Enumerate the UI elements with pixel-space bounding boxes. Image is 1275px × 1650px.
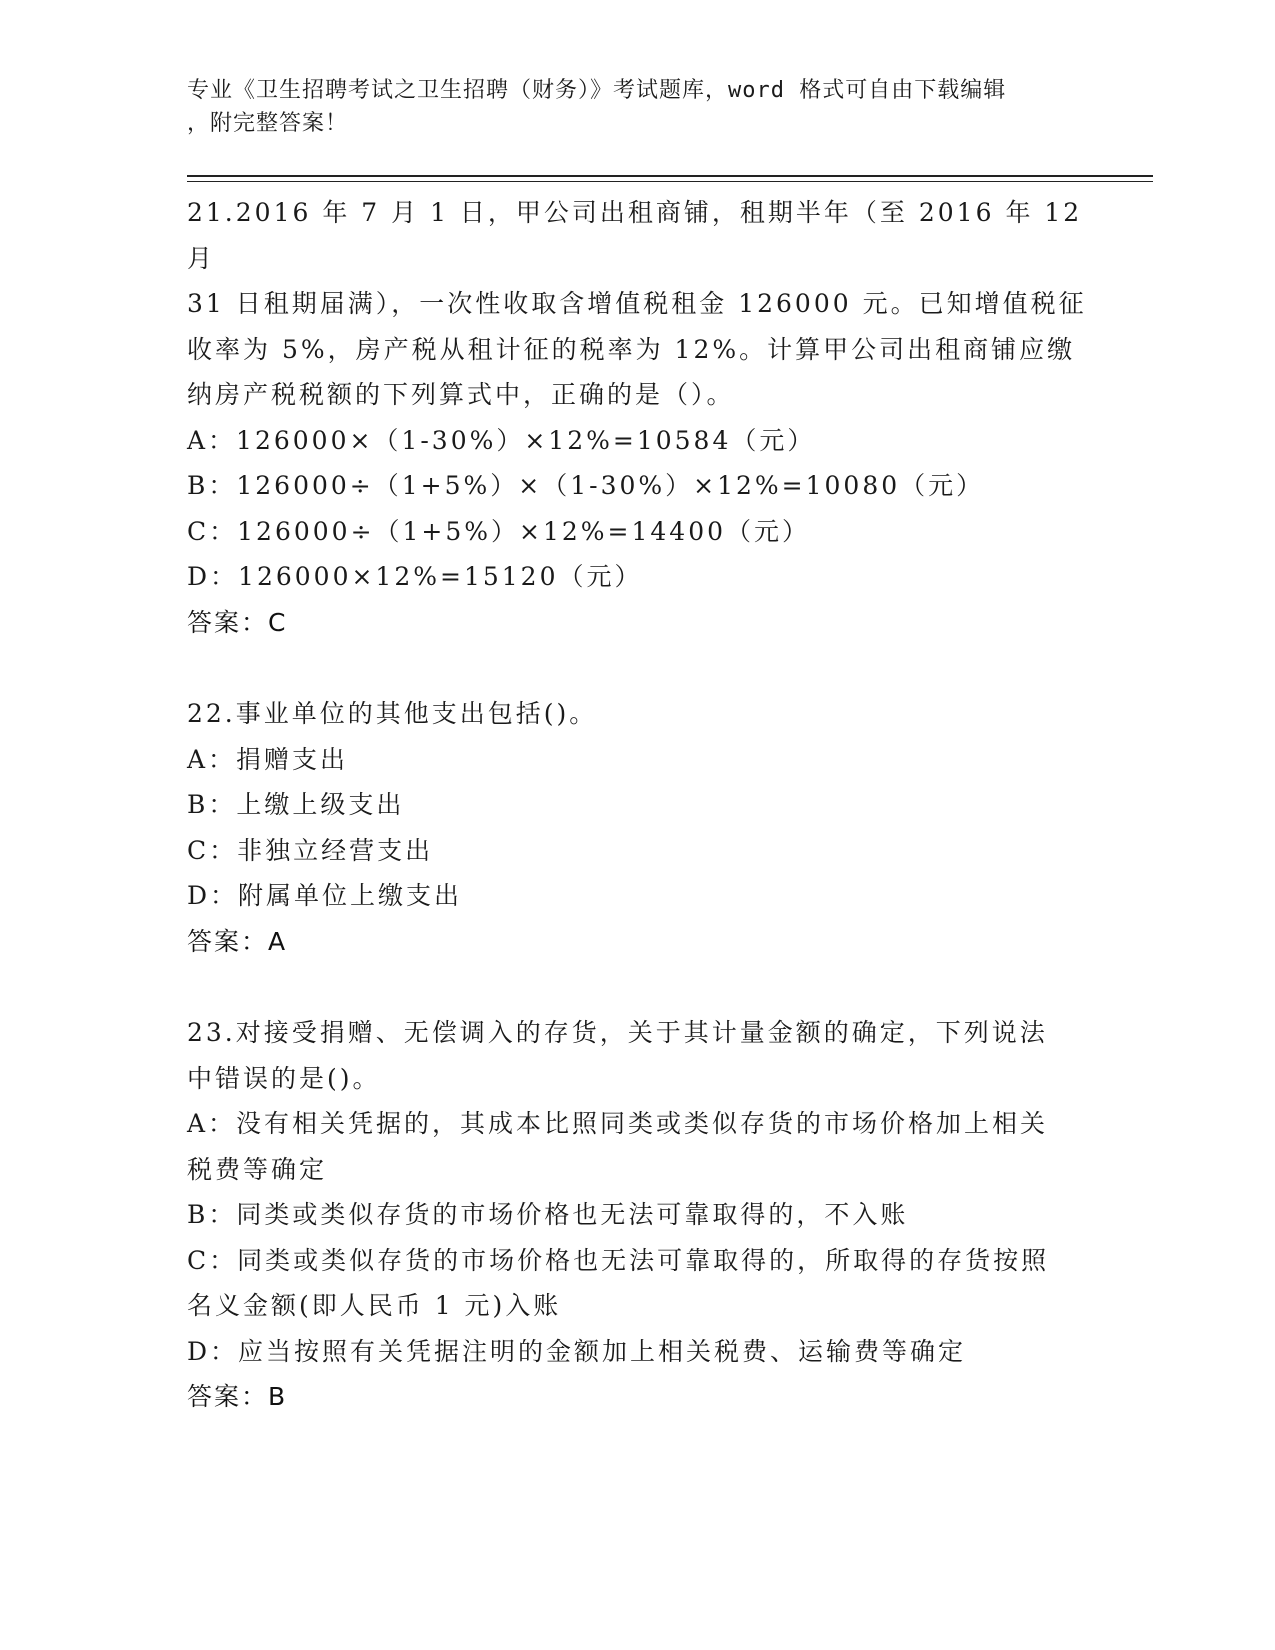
question-22	[187, 691, 1087, 964]
question-23	[187, 1010, 1087, 1420]
stem-line: 31 日租期届满），一次性收取含增值税租金 126000 元。已知增值税征	[187, 289, 1087, 318]
option-a-continued: 税费等确定	[187, 1154, 328, 1184]
question-options	[187, 737, 1087, 919]
question-stem	[187, 1010, 1087, 1101]
option-a: A：捐赠支出	[187, 744, 349, 774]
option-b: B：126000÷（1+5%）×（1-30%）×12%=10080（元）	[187, 471, 985, 500]
stem-line: 中错误的是()。	[187, 1063, 381, 1093]
header-divider-thin	[187, 181, 1153, 182]
option-c: C：同类或类似存货的市场价格也无法可靠取得的，所取得的存货按照	[187, 1245, 1050, 1275]
stem-line: 22.事业单位的其他支出包括()。	[187, 699, 598, 728]
question-stem	[187, 190, 1087, 418]
header-title-line-2: ，附完整答案！	[187, 111, 349, 136]
option-d: D：应当按照有关凭据注明的金额加上相关税费、运输费等确定	[187, 1336, 967, 1366]
option-d: D：126000×12%=15120（元）	[187, 562, 643, 591]
option-c: C：非独立经营支出	[187, 835, 434, 865]
question-options	[187, 418, 1087, 600]
answer-label: 答案：B	[187, 1382, 288, 1411]
stem-line: 纳房产税税额的下列算式中，正确的是（）。	[187, 380, 735, 409]
question-list	[187, 190, 1087, 1466]
document-header	[187, 74, 1067, 140]
option-b: B：同类或类似存货的市场价格也无法可靠取得的，不入账	[187, 1200, 909, 1229]
option-b: B：上缴上级支出	[187, 790, 405, 819]
answer-label: 答案：A	[187, 926, 288, 956]
stem-line: 23.对接受捐赠、无偿调入的存货，关于其计量金额的确定，下列说法	[187, 1018, 1048, 1047]
option-c-continued: 名义金额(即人民币 1 元)入账	[187, 1291, 562, 1320]
question-21	[187, 190, 1087, 645]
answer-label: 答案：C	[187, 607, 288, 637]
option-a: A：126000×（1-30%）×12%=10584（元）	[187, 425, 816, 455]
option-a: A：没有相关凭据的，其成本比照同类或类似存货的市场价格加上相关	[187, 1109, 1049, 1138]
stem-line: 21.2016 年 7 月 1 日，甲公司出租商铺，租期半年（至 2016 年 12 月	[187, 198, 1083, 273]
header-title-line-1: 专业《卫生招聘考试之卫生招聘（财务）》考试题库，word 格式可自由下载编辑	[187, 78, 1007, 103]
option-c: C：126000÷（1+5%）×12%=14400（元）	[187, 516, 811, 546]
question-options	[187, 1101, 1087, 1374]
stem-line: 收率为 5%，房产税从租计征的税率为 12%。计算甲公司出租商铺应缴	[187, 334, 1076, 364]
question-stem	[187, 691, 1087, 737]
option-d: D：附属单位上缴支出	[187, 881, 463, 910]
header-divider-thick	[187, 175, 1153, 177]
